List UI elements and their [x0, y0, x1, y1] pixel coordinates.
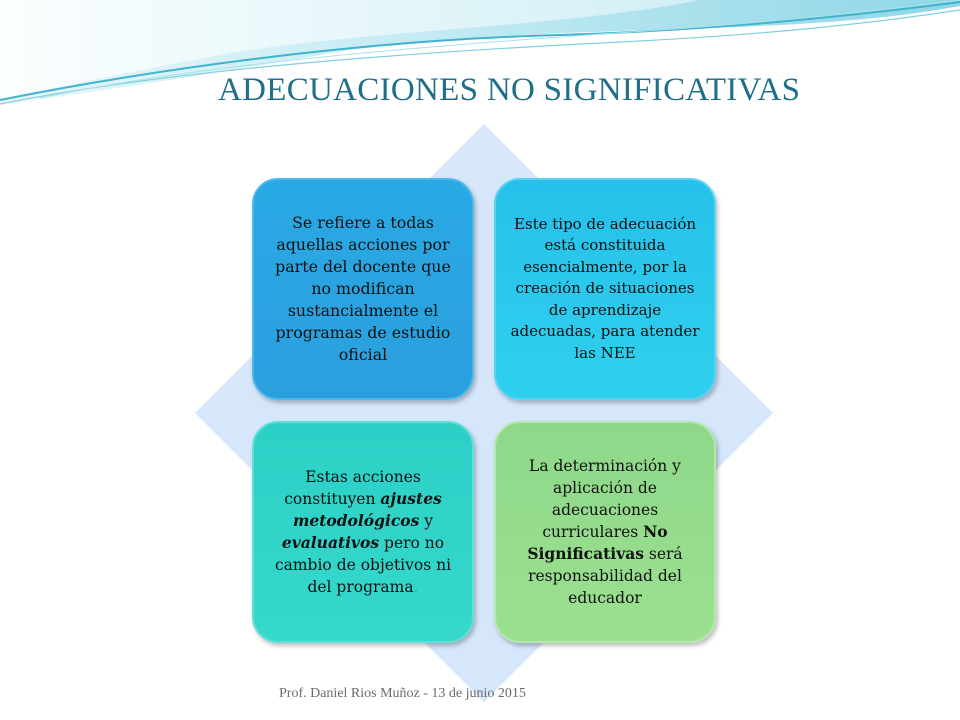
- quadrant-bottom-left-text-1: Estas acciones constituyen: [284, 468, 421, 508]
- slide-title: ADECUACIONES NO SIGNIFICATIVAS: [218, 72, 801, 108]
- quadrant-bottom-left: [252, 421, 474, 643]
- quadrant-top-left: [252, 178, 474, 400]
- quadrant-bottom-left-emphasis-1: ajustes metodológicos: [292, 489, 442, 530]
- quadrant-top-left-text: Se refiere a todas aquellas acciones por parte del docente que no modifican sustancialmente el programas de estudio oficial: [275, 213, 451, 364]
- quadrant-top-right-text: Este tipo de adecuación está constituida esencialmente, por la creación de situaciones de aprendizaje adecuadas, para atender las NEE: [510, 214, 700, 362]
- quadrant-bottom-left-text-2: y: [419, 512, 434, 530]
- quadrant-bottom-left-text-3: pero no cambio de objetivos ni del programa: [274, 534, 452, 596]
- quadrant-top-right: [494, 178, 716, 400]
- quadrant-bottom-left-text: [268, 466, 458, 598]
- quadrant-bottom-right-text: [510, 455, 700, 609]
- quadrant-bottom-right-emphasis: No Significativas: [527, 522, 668, 563]
- quadrant-bottom-right-text-2: será responsabilidad del educador: [528, 545, 683, 607]
- quadrant-bottom-left-period: .: [413, 578, 419, 596]
- quadrant-bottom-left-emphasis-2: evaluativos: [281, 533, 380, 552]
- quadrant-bottom-right-text-1: La determinación y aplicación de adecuaciones curriculares: [529, 457, 681, 541]
- slide-footer: Prof. Daniel Rios Muñoz - 13 de junio 2015: [279, 686, 526, 701]
- quadrant-bottom-right: [494, 421, 716, 643]
